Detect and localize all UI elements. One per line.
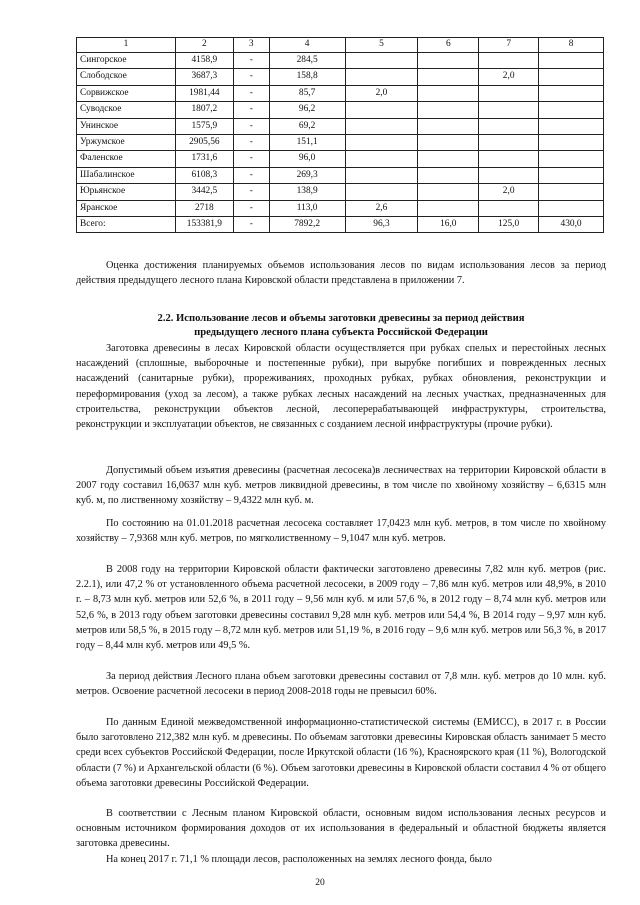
table-cell [418,184,479,200]
table-row [77,69,604,85]
table-cell [479,118,539,134]
table-cell: 2,0 [479,184,539,200]
paragraph-forest-fund-share: На конец 2017 г. 71,1 % площади лесов, расположенных на землях лесного фонда, было [106,854,492,865]
table-cell [418,102,479,118]
table-header-cell: 5 [345,38,418,53]
table-row [77,53,604,69]
table-cell [539,200,604,216]
table-cell: 96,0 [269,151,345,167]
table-cell: 6108,3 [175,167,233,183]
table-cell [539,85,604,101]
table-cell: 2,0 [345,85,418,101]
table-cell: 85,7 [269,85,345,101]
forestry-name-cell: Яранское [77,200,176,216]
table-cell [539,102,604,118]
table-cell: 1731,6 [175,151,233,167]
table-cell: 16,0 [418,216,479,232]
table-cell [479,102,539,118]
table-cell: - [233,151,269,167]
table-cell: 158,8 [269,69,345,85]
table-cell [539,184,604,200]
table-cell: - [233,118,269,134]
paragraph-plan-period-summary: За период действия Лесного плана объем заготовки древесины составил от 7,8 млн. куб. метров до 10 млн. куб. метров. Освоение расчетной лесосеки в период 2008-2018 годы не превысил 60%. [76,671,606,698]
table-cell [479,200,539,216]
table-cell: - [233,69,269,85]
page-number: 20 [315,878,325,888]
table-cell: 7892,2 [269,216,345,232]
forest-use-table [76,37,604,233]
paragraph-budget-revenue: В соответствии с Лесным планом Кировской области, основным видом использования лесных ресурсов и основным источником формирования доходов от их использования в федеральный и областной бюджеты является заготовка древесины. [76,808,606,850]
table-cell: 1807,2 [175,102,233,118]
table-header-cell: 2 [175,38,233,53]
forestry-name-cell: Уржумское [77,134,176,150]
table-cell [345,134,418,150]
table-cell [345,118,418,134]
table-row [77,167,604,183]
table-cell: 153381,9 [175,216,233,232]
table-cell: 269,3 [269,167,345,183]
table-cell [479,167,539,183]
table-cell [345,53,418,69]
table-cell: 3687,3 [175,69,233,85]
table-cell [345,69,418,85]
table-cell: 2,6 [345,200,418,216]
table-row [77,200,604,216]
section-heading-line-1: 2.2. Использование лесов и объемы заготовки древесины за период действия [157,313,525,324]
paragraph-allowable-cut-2007: Допустимый объем изъятия древесины (расчетная лесосека)в лесничествах на территории Кировской области в 2007 году составил 16,0637 млн куб. метров ликвидной древесины, в том числе по хвойному хозяйству – 6,6315 млн куб. м, по лиственному хозяйству – 9,4322 млн куб. м. [76,465,606,507]
forestry-name-cell: Всего: [77,216,176,232]
table-cell [418,85,479,101]
table-cell [479,85,539,101]
table-cell: - [233,167,269,183]
table-cell: 2718 [175,200,233,216]
forestry-name-cell: Слободское [77,69,176,85]
table-cell: 113,0 [269,200,345,216]
table-cell: 2,0 [479,69,539,85]
table-cell: - [233,184,269,200]
forestry-name-cell: Унинское [77,118,176,134]
section-heading-line-2: предыдущего лесного плана субъекта Российской Федерации [194,327,488,338]
table-cell [539,118,604,134]
table-header-cell: 3 [233,38,269,53]
table-cell [539,167,604,183]
table-cell: 96,2 [269,102,345,118]
paragraph-emiss-statistics: По данным Единой межведомственной информационно-статистической системы (ЕМИСС), в 2017 г. в России было заготовлено 212,382 млн куб. м древесины. По объемам заготовки древесины Кировская область занимает 5 место среди всех субъектов Российской Федерации, после Иркутской области (16 %), Красноярского края (11 %), Вологодской области (7 %) и Архангельской области (6 %). Объем заготовки древесины в Кировской области составил 4 % от общего объема заготовки древесины Российской Федерации. [76,717,606,789]
table-cell: 1981,44 [175,85,233,101]
table-cell [539,53,604,69]
table-row [77,102,604,118]
table-header-cell: 1 [77,38,176,53]
table-cell [418,69,479,85]
table-cell: - [233,134,269,150]
table-cell: 96,3 [345,216,418,232]
table-cell [418,53,479,69]
table-cell [418,167,479,183]
table-header-cell: 4 [269,38,345,53]
table-cell: 138,9 [269,184,345,200]
table-cell [345,184,418,200]
table-header-row [77,38,604,53]
table-cell [479,151,539,167]
table-cell [418,151,479,167]
table-cell: - [233,102,269,118]
table-cell: - [233,53,269,69]
table-cell: 284,5 [269,53,345,69]
table-cell [345,102,418,118]
table-cell: - [233,200,269,216]
paragraph-appendix-reference: Оценка достижения планируемых объемов использования лесов по видам использования лесов за период действия предыдущего лесного плана Кировской области представлена в приложении 7. [76,260,606,287]
table-header-cell: 6 [418,38,479,53]
paragraph-harvesting-types: Заготовка древесины в лесах Кировской области осуществляется при рубках спелых и перестойных лесных насаждений (сплошные, выборочные и постепенные рубки), при вырубке погибших и поврежденных лесных насаждений (санитарные рубки), прореживаниях, проходных рубках, рубках обновления, реконструкции и переформирования (уход за лесом), а также рубках лесных насаждений на лесных участках, предназначенных для строительства, реконструкции объектов лесной, лесоперерабатывающей инфраструктуры, строительства, реконструкции и эксплуатации объектов, не связанных с созданием лесной инфраструктуры (прочие рубки). [76,343,606,431]
table-cell [479,53,539,69]
table-header-cell: 8 [539,38,604,53]
forestry-name-cell: Сингорское [77,53,176,69]
forestry-name-cell: Сорвижское [77,85,176,101]
table-cell [539,151,604,167]
forestry-name-cell: Суводское [77,102,176,118]
table-cell [418,200,479,216]
table-row [77,85,604,101]
table-row [77,134,604,150]
table-cell: 4158,9 [175,53,233,69]
paragraph-harvest-by-year: В 2008 году на территории Кировской области фактически заготовлено древесины 7,82 млн куб. метров (рис. 2.2.1), или 47,2 % от установленного объема расчетной лесосеки, в 2009 году – 7,86 млн куб. метров или 48,9%, в 2010 г. – 8,73 млн куб. метров или 52,6 %, в 2011 году – 9,56 млн куб. м или 57,6 %, в 2012 году – 8,74 млн куб. метров или 52,6 %, в 2013 году объем заготовки древесины составил 9,28 млн куб. метров или 54,4 %, В 2014 году – 9,97 млн куб. метров или 58,5 %, в 2015 году – 8,72 млн куб. метров или 51,19 %, в 2016 году – 9,6 млн куб. метров или 56,3 %, в 2017 году – 8,44 млн куб. метров или 49,5 %. [76,564,606,652]
table-cell: 3442,5 [175,184,233,200]
table-cell [345,167,418,183]
forestry-name-cell: Фаленское [77,151,176,167]
table-row [77,151,604,167]
table-cell: - [233,85,269,101]
paragraph-allowable-cut-2018: По состоянию на 01.01.2018 расчетная лесосека составляет 17,0423 млн куб. метров, в том числе по хвойному хозяйству – 7,9368 млн куб. метров, по мягколиственному – 9,1047 млн куб. метров. [76,518,606,545]
table-cell: 2905,56 [175,134,233,150]
table-cell [418,118,479,134]
table-row [77,216,604,232]
table-cell [479,134,539,150]
table-cell [345,151,418,167]
table-cell [418,134,479,150]
table-cell: 151,1 [269,134,345,150]
table-header-cell: 7 [479,38,539,53]
table-cell: 125,0 [479,216,539,232]
table-cell: - [233,216,269,232]
table-cell: 69,2 [269,118,345,134]
table-cell [539,69,604,85]
table-cell: 1575,9 [175,118,233,134]
table-cell [539,134,604,150]
forestry-name-cell: Юрьянское [77,184,176,200]
table-cell: 430,0 [539,216,604,232]
forestry-name-cell: Шабалинское [77,167,176,183]
table-row [77,184,604,200]
table-row [77,118,604,134]
